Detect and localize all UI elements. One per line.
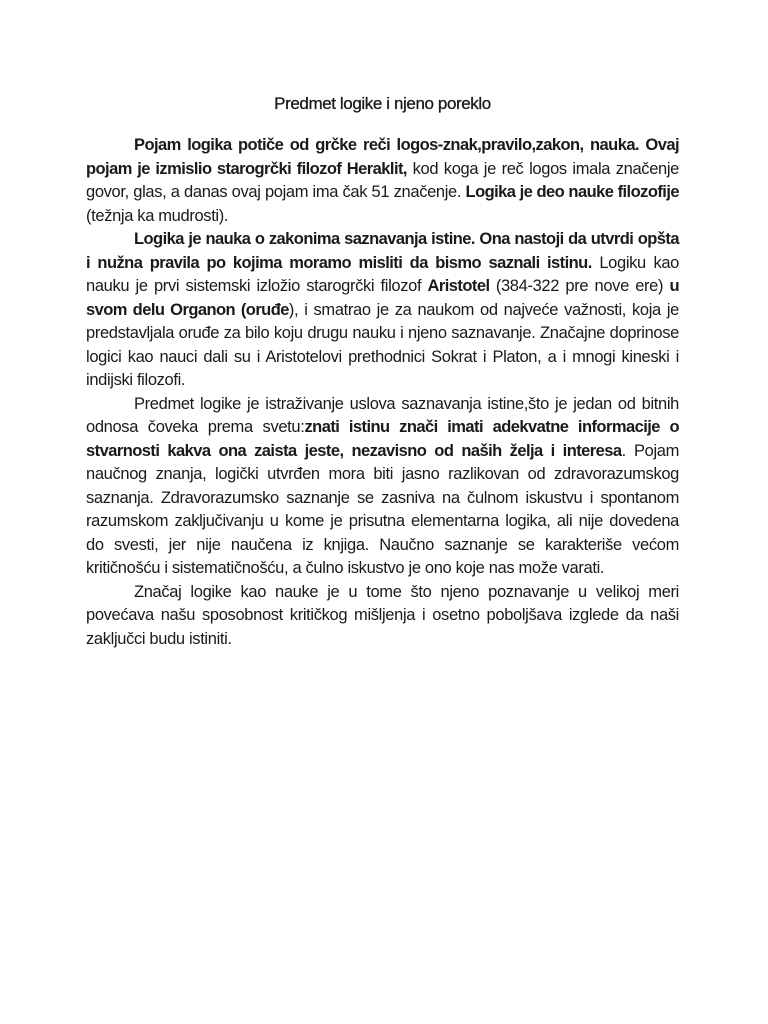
text-run: Logiku kao nauku je prvi sistemski izložio starogrčki filozof	[86, 253, 680, 295]
text-run: Značaj logike kao nauke je u tome što njeno poznavanje u velikoj meri povećava našu sposobnost kritičkog mišljenja i osetno poboljšava izglede da naši zaključci budu istiniti.	[86, 582, 679, 648]
paragraph-subject	[86, 393, 679, 581]
paragraph-significance	[86, 581, 679, 652]
text-run: . Pojam naučnog znanja, logički utvrđen mora biti jasno razlikovan od zdravorazumskog saznanja. Zdravorazumsko saznanje se zasniva na čulnom iskustvu i spontanom razumskom zaključivanju u kome je prisutna elementarna logika, ali nije dovedena do svesti, jer nije naučena iz knjiga. Naučno saznanje se karakteriše većom kritičnošću i sistematičnošću, a čulno iskustvo je ono koje nas može varati.	[86, 441, 679, 577]
text-run: Aristotel	[427, 277, 490, 295]
text-run: Logika je nauka o zakonima saznavanja istine. Ona nastoji da utvrdi opšta i nužna pravila po kojima moramo misliti da bismo saznali istinu.	[86, 230, 679, 272]
text-run: kod koga je reč logos imala značenje govor, glas, a danas ovaj pojam ima čak 51 značenje.	[86, 159, 679, 201]
text-run: Logika je deo nauke filozofije	[465, 183, 679, 201]
text-run: Pojam logika potiče od grčke reči logos-znak,pravilo,zakon, nauka. Ovaj pojam je izmislio starogrčki filozof Heraklit,	[86, 136, 679, 178]
text-run: (384-322 pre nove ere)	[489, 277, 670, 295]
text-run: u svom delu Organon (oruđe	[86, 277, 680, 319]
document-title: Predmet logike i njeno poreklo	[274, 94, 491, 113]
document-page	[86, 92, 679, 651]
text-run: ), i smatrao je za naukom od najveće važnosti, koja je predstavljala oruđe za bilo koju drugu nauku i njeno saznavanje. Značajne doprinose logici kao nauci dali su i Aristotelovi prethodnici Sokrat i Platon, a i mnogi kineski i indijski filozofi.	[86, 300, 679, 389]
text-run: Predmet logike je istraživanje uslova saznavanja istine,što je jedan od bitnih odnosa čoveka prema svetu:	[86, 394, 679, 436]
text-run: znati istinu znači imati adekvatne informacije o stvarnosti kakva ona zaista jeste, nezavisno od naših želja i interesa	[86, 418, 679, 460]
paragraph-origin	[86, 134, 679, 228]
paragraph-definition	[86, 228, 679, 393]
text-run: (težnja ka mudrosti).	[86, 206, 229, 225]
